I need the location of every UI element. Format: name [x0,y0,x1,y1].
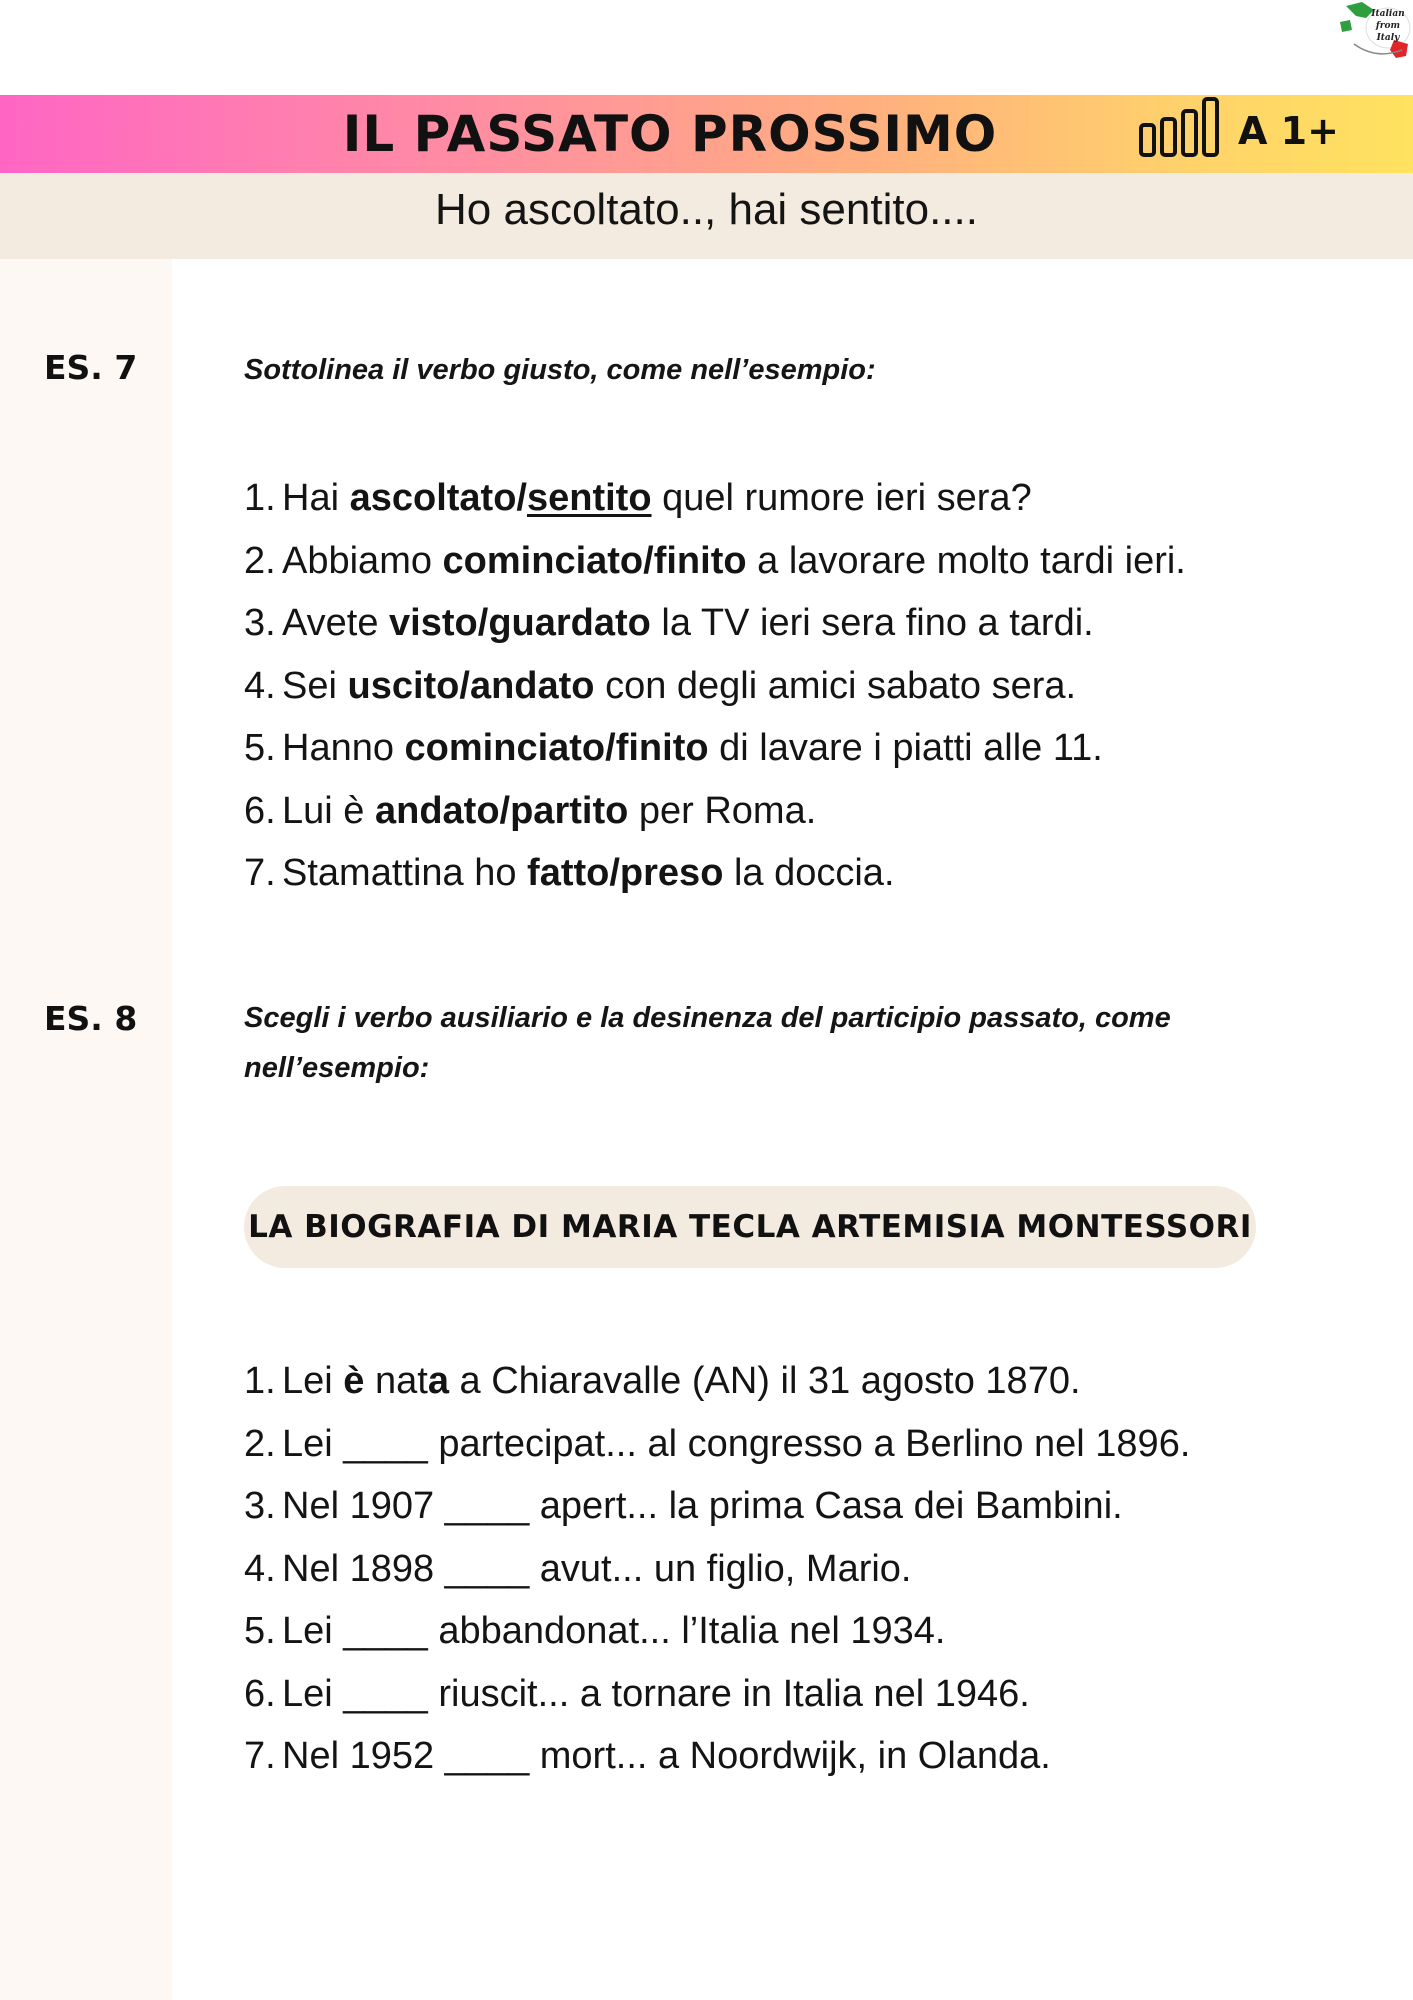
exercise-8-instruction: Scegli i verbo ausiliario e la desinenza del participio passato, come nell’esempio: [244,1002,1171,1084]
list-item [244,592,1384,655]
item-text: Nel 1898 ____ avut... un figlio, Mario. [282,1547,912,1590]
item-number: 3. [244,1485,276,1527]
item-number: 5. [244,727,276,769]
list-item [244,530,1384,593]
list-item [244,1663,1384,1726]
verb-separator: / [477,602,489,644]
item-text: Nel 1952 ____ mort... a Noordwijk, in Olanda. [282,1735,1051,1777]
verb-option: visto [389,602,478,644]
verb-separator: / [499,789,511,832]
item-number: 7. [244,1735,276,1777]
logo-line-2: from [1375,21,1401,31]
list-item [244,1413,1384,1476]
list-item-example [244,1350,1384,1413]
verb-option: preso [619,852,724,894]
level-label: A 1+ [1238,109,1339,153]
item-text: la TV ieri sera fino a tardi. [650,602,1094,644]
header-band [0,95,1413,173]
item-text: Stamattina ho [282,852,528,894]
item-number: 6. [244,1672,276,1715]
list-item [244,1538,1384,1601]
list-item [244,467,1384,530]
verb-separator: / [609,852,620,894]
item-text: a Chiaravalle (AN) il 31 agosto 1870. [448,1360,1081,1402]
item-number: 3. [244,602,276,644]
italian-from-italy-logo [1336,0,1413,62]
verb-option: andato [469,664,595,707]
list-item [244,655,1384,718]
list-item [244,717,1384,780]
item-number: 2. [244,539,276,582]
list-item [244,1725,1384,1788]
item-number: 4. [244,1547,276,1590]
list-item [244,1600,1384,1663]
verb-option: finito [653,539,747,582]
verb-option: cominciato [404,727,606,769]
verb-option-underlined: sentito [526,477,652,519]
item-number: 1. [244,1360,276,1402]
biography-title-pill [244,1186,1256,1268]
verb-separator: / [516,477,527,519]
verb-option: finito [615,727,709,769]
item-text: di lavare i piatti alle 11. [708,727,1103,769]
item-text: Hanno [282,727,405,769]
verb-separator: / [459,664,470,707]
logo-line-3: Italy [1376,33,1400,43]
item-text: la doccia. [723,852,895,894]
subtitle-band [0,173,1413,259]
item-number: 5. [244,1610,276,1652]
list-item [244,842,1384,905]
exercise-7-list [244,467,1384,905]
item-text: per Roma. [628,789,817,832]
level-bars-icon [1138,95,1224,161]
item-text: con degli amici sabato sera. [594,664,1077,707]
participle-ending: a [427,1360,449,1402]
exercise-7-instruction: Sottolinea il verbo giusto, come nell’esempio: [244,354,876,386]
item-text: a lavorare molto tardi ieri. [746,539,1186,582]
page-subtitle: Ho ascoltato.., hai sentito.... [435,185,978,234]
verb-separator: / [643,539,654,582]
item-text: Lei ____ riuscit... a tornare in Italia nel 1946. [282,1672,1030,1715]
item-number: 2. [244,1422,276,1465]
item-number: 1. [244,477,276,519]
item-number: 6. [244,789,276,832]
item-number: 7. [244,852,276,894]
left-margin-column [0,259,172,2000]
exercise-8-label: ES. 8 [44,999,138,1038]
verb-option: ascoltato [349,477,517,519]
item-text: Lei ____ partecipat... al congresso a Berlino nel 1896. [282,1422,1191,1465]
item-text: nat [364,1360,428,1402]
auxiliary-verb: è [343,1360,365,1402]
verb-option: guardato [488,602,651,644]
list-item [244,1475,1384,1538]
item-text: Abbiamo [282,539,443,582]
item-text: Sei [282,664,348,707]
item-text: Avete [282,602,390,644]
item-text: Nel 1907 ____ apert... la prima Casa dei Bambini. [282,1485,1123,1527]
exercise-7-label: ES. 7 [44,348,138,387]
item-text: quel rumore ieri sera? [651,477,1032,519]
item-number: 4. [244,664,276,707]
verb-option: fatto [527,852,610,894]
biography-title: LA BIOGRAFIA DI MARIA TECLA ARTEMISIA MONTESSORI [248,1209,1252,1245]
verb-option: andato [374,789,500,832]
page-title: IL PASSATO PROSSIMO [342,105,998,163]
item-text: Lei [282,1360,344,1402]
verb-option: partito [510,789,629,832]
verb-option: cominciato [442,539,644,582]
exercise-8-list [244,1350,1384,1788]
item-text: Lei ____ abbandonat... l’Italia nel 1934. [282,1610,946,1652]
item-text: Lui è [282,789,375,832]
verb-option: uscito [347,664,460,707]
logo-line-1: Italian [1371,9,1405,19]
list-item [244,780,1384,843]
verb-separator: / [605,727,616,769]
item-text: Hai [282,477,350,519]
